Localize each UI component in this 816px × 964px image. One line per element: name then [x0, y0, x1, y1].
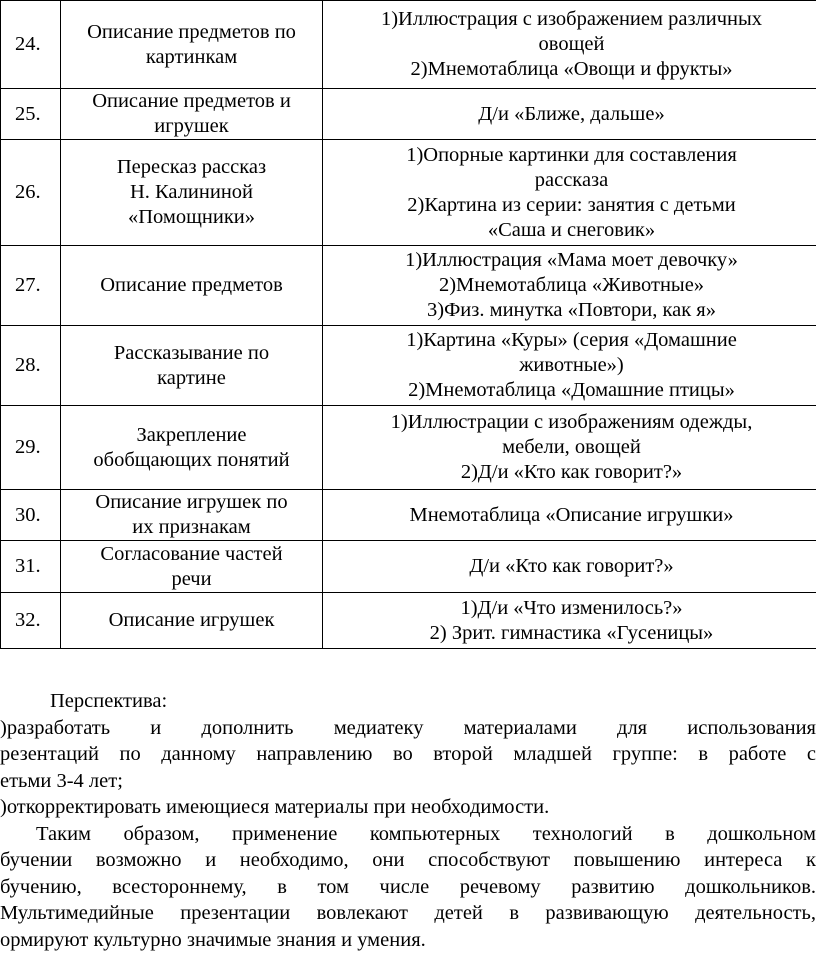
- lesson-topic: [61, 541, 323, 593]
- lesson-materials: [323, 89, 816, 140]
- materials-line: 2)Мнемотаблица «Домашние птицы»: [408, 379, 735, 401]
- materials-line: 1)Картина «Куры» (серия «Домашние: [406, 329, 737, 351]
- materials-line: «Саша и снеговик»: [487, 218, 656, 241]
- topic-line: речи: [171, 567, 212, 590]
- materials-line: 1)Иллюстрация «Мама моет девочку»: [405, 249, 738, 271]
- materials-line: овощей: [538, 33, 605, 55]
- lesson-topic: [61, 140, 323, 246]
- lesson-topic: [61, 1, 323, 89]
- text-line: )откорректировать имеющиеся материалы при необходимости.: [0, 796, 550, 818]
- materials-line: 2)Д/и «Кто как говорит?»: [460, 461, 683, 483]
- perspective-heading: Перспектива:: [50, 690, 168, 712]
- lesson-materials: [323, 593, 816, 649]
- lesson-number: 25.: [1, 89, 61, 140]
- topic-line: Н. Калининой: [129, 181, 254, 203]
- topic-line: картинкам: [145, 45, 238, 68]
- lesson-topic: [61, 246, 323, 326]
- lesson-topic: [61, 326, 323, 406]
- materials-line: Мнемотаблица «Описание игрушки»: [409, 503, 734, 526]
- lesson-materials: [323, 541, 816, 593]
- text-line: бучению, всестороннему, в том числе речевому развитию дошкольников.: [0, 875, 816, 898]
- materials-line: 1)Д/и «Что изменилось?»: [460, 596, 683, 619]
- table-row: [1, 326, 816, 406]
- lesson-topic: [61, 593, 323, 649]
- materials-line: рассказа: [534, 168, 609, 191]
- topic-line: игрушек: [154, 115, 229, 137]
- topic-line: «Помощники»: [127, 206, 256, 228]
- text-line: )разработать и дополнить медиатеку материалами для использования: [0, 716, 816, 739]
- table-row: [1, 490, 816, 541]
- topic-line: Рассказывание по: [113, 341, 270, 364]
- table-row: [1, 593, 816, 649]
- lesson-number: 24.: [1, 1, 61, 89]
- lesson-materials: [323, 406, 816, 490]
- materials-line: 1)Иллюстрация с изображением различных: [380, 8, 763, 30]
- materials-line: 1)Опорные картинки для составления: [406, 143, 737, 166]
- text-line: резентаций по данному направлению во второй младшей группе: в работе с: [0, 743, 816, 765]
- lesson-number: 27.: [1, 246, 61, 326]
- lesson-number: 26.: [1, 140, 61, 246]
- table-row: [1, 89, 816, 140]
- table-row: [1, 1, 816, 89]
- table-row: [1, 140, 816, 246]
- materials-line: мебели, овощей: [502, 436, 641, 458]
- lesson-topic: [61, 490, 323, 541]
- topic-line: Пересказ рассказ: [116, 156, 267, 178]
- table-row: [1, 541, 816, 593]
- text-line: етьми 3-4 лет;: [0, 769, 123, 792]
- table-row: [1, 246, 816, 326]
- topic-line: Согласование частей: [100, 542, 283, 565]
- lesson-number: 32.: [1, 593, 61, 649]
- lesson-number: 30.: [1, 490, 61, 541]
- conclusion-text: [0, 688, 816, 953]
- materials-line: 2)Мнемотаблица «Овощи и фрукты»: [410, 58, 733, 80]
- topic-line: их признакам: [132, 516, 251, 538]
- topic-line: Описание предметов и: [92, 90, 291, 112]
- materials-line: 3)Физ. минутка «Повтори, как я»: [427, 299, 716, 321]
- materials-line: 2) Зрит. гимнастика «Гусеницы»: [429, 621, 714, 644]
- materials-line: 1)Иллюстрации с изображениям одежды,: [390, 411, 753, 433]
- lesson-materials: [323, 246, 816, 326]
- lesson-topic: [61, 89, 323, 140]
- materials-line: Д/и «Кто как говорит?»: [469, 555, 674, 577]
- lesson-materials: [323, 490, 816, 541]
- topic-line: Описание предметов: [100, 274, 283, 296]
- lesson-materials: [323, 1, 816, 89]
- lesson-number: 31.: [1, 541, 61, 593]
- materials-line: Д/и «Ближе, дальше»: [478, 102, 665, 125]
- topic-line: Закрепление: [136, 423, 247, 446]
- lesson-materials: [323, 140, 816, 246]
- text-line: Мультимедийные презентации вовлекают детей в развивающую деятельность,: [0, 902, 816, 924]
- lesson-number: 29.: [1, 406, 61, 490]
- topic-line: Описание игрушек по: [95, 491, 288, 513]
- materials-line: 2)Мнемотаблица «Животные»: [438, 274, 705, 296]
- topic-line: Описание игрушек: [108, 609, 275, 631]
- lesson-number: 28.: [1, 326, 61, 406]
- table-row: [1, 406, 816, 490]
- lesson-topic: [61, 406, 323, 490]
- text-line: Таким образом, применение компьютерных технологий в дошкольном: [36, 822, 816, 845]
- text-line: ормируют культурно значимые знания и умения.: [0, 928, 426, 951]
- topic-line: обобщающих понятий: [93, 448, 290, 471]
- topic-line: Описание предметов по: [87, 20, 296, 43]
- materials-line: животные»): [519, 354, 624, 376]
- text-line: бучении возможно и необходимо, они способствуют повышению интереса к: [0, 849, 816, 871]
- lesson-materials: [323, 326, 816, 406]
- topic-line: картине: [157, 366, 226, 389]
- materials-line: 2)Картина из серии: занятия с детьми: [407, 193, 736, 216]
